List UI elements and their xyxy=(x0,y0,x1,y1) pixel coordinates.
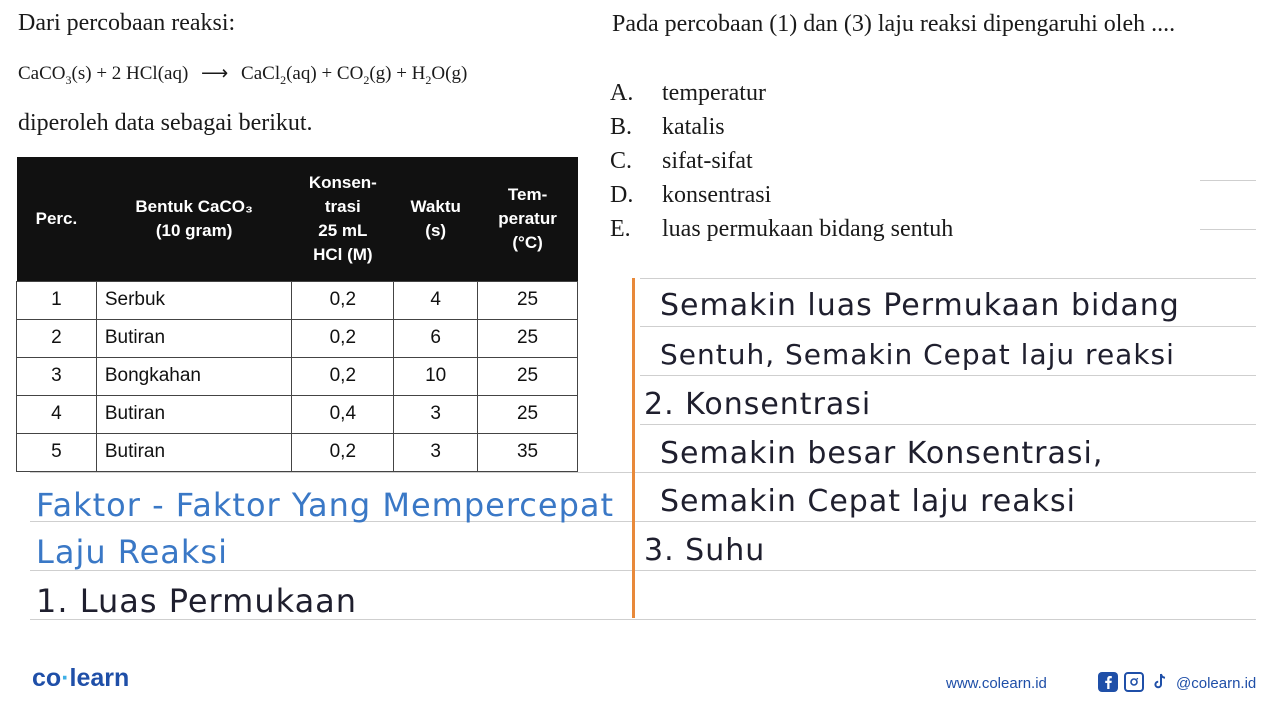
reaction-arrow: ⟶ xyxy=(201,63,229,84)
logo-part: co xyxy=(32,664,62,692)
option-a[interactable] xyxy=(610,76,953,110)
cell-temperatur: 25 xyxy=(478,395,578,433)
header-temperatur: Tem- peratur (°C) xyxy=(478,157,578,281)
header-perc: Perc. xyxy=(17,157,97,281)
cell-waktu: 6 xyxy=(394,319,478,357)
cell-waktu: 3 xyxy=(394,433,478,471)
reactant-hcl: + 2 HCl(aq) xyxy=(96,63,189,84)
subscript: 2 xyxy=(425,72,432,87)
option-letter: E. xyxy=(610,215,631,242)
ruled-line xyxy=(640,278,1256,279)
cell-waktu: 3 xyxy=(394,395,478,433)
tiktok-icon[interactable] xyxy=(1150,672,1170,692)
ruled-line xyxy=(1200,180,1256,181)
option-text: konsentrasi xyxy=(662,181,772,208)
option-e[interactable] xyxy=(610,212,953,246)
option-c[interactable] xyxy=(610,144,953,178)
ruled-line xyxy=(640,326,1256,327)
cell-konsentrasi: 0,2 xyxy=(292,281,394,319)
ruled-line xyxy=(640,375,1256,376)
subscript: 3 xyxy=(65,72,72,87)
option-letter: B. xyxy=(610,113,633,140)
answer-options xyxy=(610,76,953,246)
cell-konsentrasi: 0,4 xyxy=(292,395,394,433)
header-bentuk: Bentuk CaCO₃ (10 gram) xyxy=(96,157,292,281)
option-letter: D. xyxy=(610,181,634,208)
option-d[interactable] xyxy=(610,178,953,212)
cell-bentuk: Butiran xyxy=(96,395,292,433)
cell-konsentrasi: 0,2 xyxy=(292,319,394,357)
cell-temperatur: 25 xyxy=(478,319,578,357)
reactant-caco3: CaCO xyxy=(18,63,66,84)
social-handle: @colearn.id xyxy=(1176,675,1257,692)
question-intro: Dari percobaan reaksi: xyxy=(18,10,236,36)
product-cacl2: CaCl xyxy=(241,63,281,84)
handwriting-note-4: Semakin Cepat laju reaksi xyxy=(660,484,1076,519)
table-row xyxy=(17,433,578,471)
handwriting-note-1: Semakin luas Permukaan bidang xyxy=(660,288,1180,323)
option-letter: A. xyxy=(610,79,634,106)
state: (aq) xyxy=(286,63,317,84)
product-h2o: + H xyxy=(396,63,426,84)
product-co2: + CO xyxy=(321,63,364,84)
logo-part: learn xyxy=(69,664,130,692)
handwriting-suhu: 3. Suhu xyxy=(644,533,766,568)
website-link[interactable]: www.colearn.id xyxy=(946,675,1047,692)
option-text: katalis xyxy=(662,113,725,140)
option-b[interactable] xyxy=(610,110,953,144)
option-text: temperatur xyxy=(662,79,766,106)
table-row xyxy=(17,395,578,433)
facebook-icon[interactable] xyxy=(1098,672,1118,692)
cell-bentuk: Serbuk xyxy=(96,281,292,319)
table-row xyxy=(17,281,578,319)
cell-temperatur: 25 xyxy=(478,357,578,395)
cell-perc: 2 xyxy=(17,319,97,357)
ruled-line xyxy=(1200,229,1256,230)
cell-waktu: 10 xyxy=(394,357,478,395)
margin-line xyxy=(632,278,635,618)
cell-konsentrasi: 0,2 xyxy=(292,357,394,395)
social-icons xyxy=(1098,672,1170,692)
cell-bentuk: Butiran xyxy=(96,433,292,471)
handwriting-konsentrasi: 2. Konsentrasi xyxy=(644,387,872,422)
subscript: 2 xyxy=(363,72,370,87)
option-letter: C. xyxy=(610,147,633,174)
ruled-line xyxy=(640,424,1256,425)
cell-konsentrasi: 0,2 xyxy=(292,433,394,471)
handwriting-note-3: Semakin besar Konsentrasi, xyxy=(660,436,1104,471)
logo-dot: · xyxy=(61,664,70,692)
reaction-equation xyxy=(18,62,467,88)
question-intro-data: diperoleh data sebagai berikut. xyxy=(18,110,313,136)
table-row xyxy=(17,357,578,395)
state: (g) xyxy=(369,63,392,84)
experiment-data-table xyxy=(16,157,578,472)
header-waktu: Waktu (s) xyxy=(394,157,478,281)
ruled-line xyxy=(30,472,1256,473)
cell-temperatur: 35 xyxy=(478,433,578,471)
cell-perc: 4 xyxy=(17,395,97,433)
cell-perc: 5 xyxy=(17,433,97,471)
cell-perc: 1 xyxy=(17,281,97,319)
handwriting-luas-permukaan: 1. Luas Permukaan xyxy=(36,582,358,620)
header-konsentrasi: Konsen- trasi 25 mL HCl (M) xyxy=(292,157,394,281)
cell-bentuk: Bongkahan xyxy=(96,357,292,395)
option-text: luas permukaan bidang sentuh xyxy=(662,215,954,242)
handwriting-note-2: Sentuh, Semakin Cepat laju reaksi xyxy=(660,338,1175,371)
option-text: sifat-sifat xyxy=(662,147,753,174)
handwriting-laju-reaksi: Laju Reaksi xyxy=(36,533,228,571)
subscript: 2 xyxy=(280,72,287,87)
colearn-logo xyxy=(32,664,129,693)
cell-perc: 3 xyxy=(17,357,97,395)
cell-waktu: 4 xyxy=(394,281,478,319)
table-row xyxy=(17,319,578,357)
cell-bentuk: Butiran xyxy=(96,319,292,357)
state: (s) xyxy=(71,63,92,84)
cell-temperatur: 25 xyxy=(478,281,578,319)
handwriting-faktor-title: Faktor - Faktor Yang Mempercepat xyxy=(36,486,615,524)
table-header-row xyxy=(17,157,578,281)
state: O(g) xyxy=(431,63,468,84)
instagram-icon[interactable] xyxy=(1124,672,1144,692)
question-text: Pada percobaan (1) dan (3) laju reaksi dipengaruhi oleh .... xyxy=(612,11,1176,37)
